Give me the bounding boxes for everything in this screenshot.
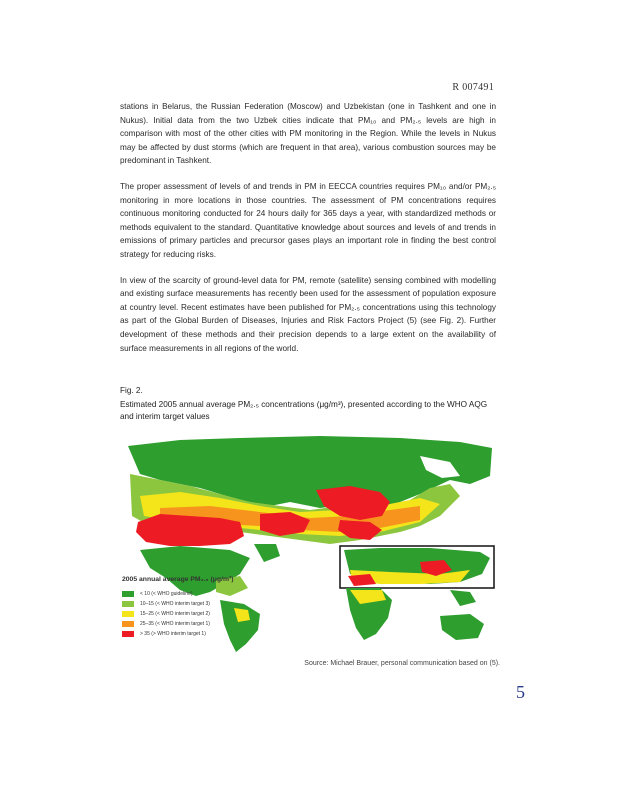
- inset-map: [120, 436, 498, 548]
- map-greenland: [254, 544, 280, 562]
- legend-swatch-yellow: [122, 611, 134, 617]
- legend-swatch-red: [122, 631, 134, 637]
- legend-swatch-orange: [122, 621, 134, 627]
- pm25-map-figure: [120, 436, 498, 654]
- legend-label: 15–25 (< WHO interim target 2): [140, 611, 210, 617]
- legend-row-4: [122, 620, 210, 628]
- legend-row-3: [122, 610, 210, 618]
- figure-caption: Estimated 2005 annual average PM₂.₅ concentrations (μg/m³), presented according to the WHO AQG and interim target values: [120, 400, 488, 421]
- legend-label: < 10 (< WHO guideline): [140, 591, 193, 597]
- figure-label: Fig. 2.: [120, 386, 143, 396]
- bates-number: R 007491: [452, 82, 494, 93]
- map-legend: [120, 574, 270, 654]
- body-text: [120, 100, 496, 422]
- map-se-asia: [450, 590, 476, 606]
- legend-swatch-lightgreen: [122, 601, 134, 607]
- paragraph-2: The proper assessment of levels of and trends in PM in EECCA countries requires PM₁₀ and/or PM₂.₅ monitoring in more locations in those countries. The assessment of PM concentrations requires continuous monitoring conducted for 24 hours daily for 365 days a year, with standardized methods or methods equivalent to the standard. Quantitative knowledge about sources and levels of and trends in emissions of primary particles and precursor gases plays an important role in finding the best control strategy for reducing risks.: [120, 181, 496, 259]
- map-australia: [440, 614, 484, 640]
- paragraph-3: In view of the scarcity of ground-level data for PM, remote (satellite) sensing combined with modelling and existing surface measurements has recently been used for the assessment of population exposure at country level. Recent estimates have been published for PM₂.₅ concentrations using this technology as part of the Global Burden of Diseases, Injuries and Risk Factors Project (5) (see Fig. 2). Further development of these methods and their precision depends to a large extent on the availability of surface measurements in all regions of the world.: [120, 275, 496, 353]
- legend-row-2: [122, 600, 210, 608]
- legend-label: 10–15 (< WHO interim target 3): [140, 601, 210, 607]
- legend-title: 2005 annual average PM₂.₅ (μg/m³): [122, 576, 234, 583]
- legend-row-1: [122, 590, 193, 598]
- legend-label: > 35 (> WHO interim target 1): [140, 631, 206, 637]
- legend-swatch-green: [122, 591, 134, 597]
- page-number: 5: [516, 682, 525, 702]
- paragraph-1: stations in Belarus, the Russian Federation (Moscow) and Uzbekistan (one in Tashkent and one in Nukus). Initial data from the two Uzbek cities indicate that PM₁₀ and PM₂.₅ levels are high in comparison with most of the other cities with PM monitoring in the Region. While the levels in Nukus may be affected by dust storms (which are frequent in that area), various combustion sources may be predominant in Tashkent.: [120, 102, 496, 166]
- legend-label: 25–35 (< WHO interim target 1): [140, 621, 210, 627]
- figure-source: Source: Michael Brauer, personal communication based on (5).: [304, 660, 500, 667]
- legend-row-5: [122, 630, 206, 638]
